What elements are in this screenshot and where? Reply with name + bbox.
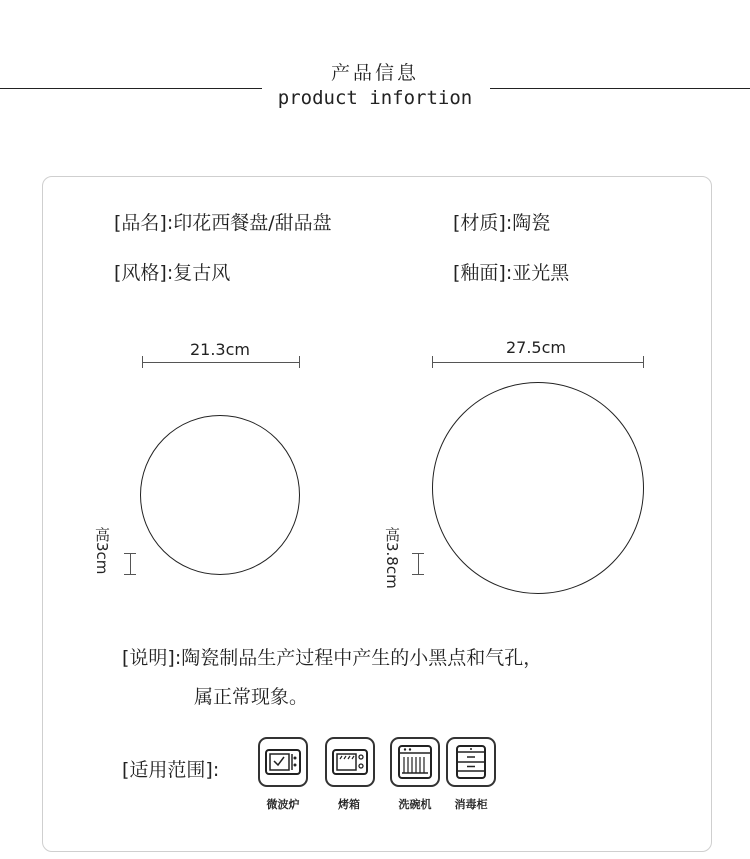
spec-name: [品名]:印花西餐盘/甜品盘 — [114, 212, 332, 234]
plate-small-dimension-tick-right — [299, 356, 300, 368]
sterilizer-cabinet-icon — [446, 737, 496, 787]
plate-small-outline — [140, 415, 300, 575]
spec-material: [材质]:陶瓷 — [453, 212, 551, 234]
plate-large-height: 高3.8cm — [383, 527, 401, 589]
plate-large-height-marker — [412, 553, 424, 575]
oven-label: 烤箱 — [338, 798, 360, 811]
usage-label: [适用范围]: — [122, 759, 220, 781]
plate-large-dimension-tick-right — [643, 356, 644, 368]
microwave-label: 微波炉 — [266, 798, 300, 811]
note-line-1: [说明]:陶瓷制品生产过程中产生的小黑点和气孔， — [122, 647, 543, 669]
sterilizer-cabinet-label: 消毒柜 — [454, 798, 488, 811]
header-title-cn: 产品信息 — [330, 62, 419, 84]
plate-small-height: 高3cm — [93, 527, 111, 575]
plate-large-dimension-tick-left — [432, 356, 433, 368]
plate-small-dimension-tick-left — [142, 356, 143, 368]
plate-large-dimension-line — [432, 362, 644, 363]
plate-large-diameter: 27.5cm — [505, 338, 566, 357]
spec-glaze: [釉面]:亚光黑 — [453, 262, 570, 284]
dishwasher-label: 洗碗机 — [398, 798, 432, 811]
plate-large-outline — [432, 382, 644, 594]
plate-small-height-marker — [124, 553, 136, 575]
dishwasher-icon — [390, 737, 440, 787]
plate-small-dimension-line — [142, 362, 300, 363]
microwave-icon — [258, 737, 308, 787]
header-title-en: product infortion — [277, 87, 473, 109]
spec-style: [风格]:复古风 — [114, 262, 231, 284]
oven-icon — [325, 737, 375, 787]
note-line-2: 属正常现象。 — [194, 686, 309, 708]
plate-small-diameter: 21.3cm — [189, 340, 250, 359]
